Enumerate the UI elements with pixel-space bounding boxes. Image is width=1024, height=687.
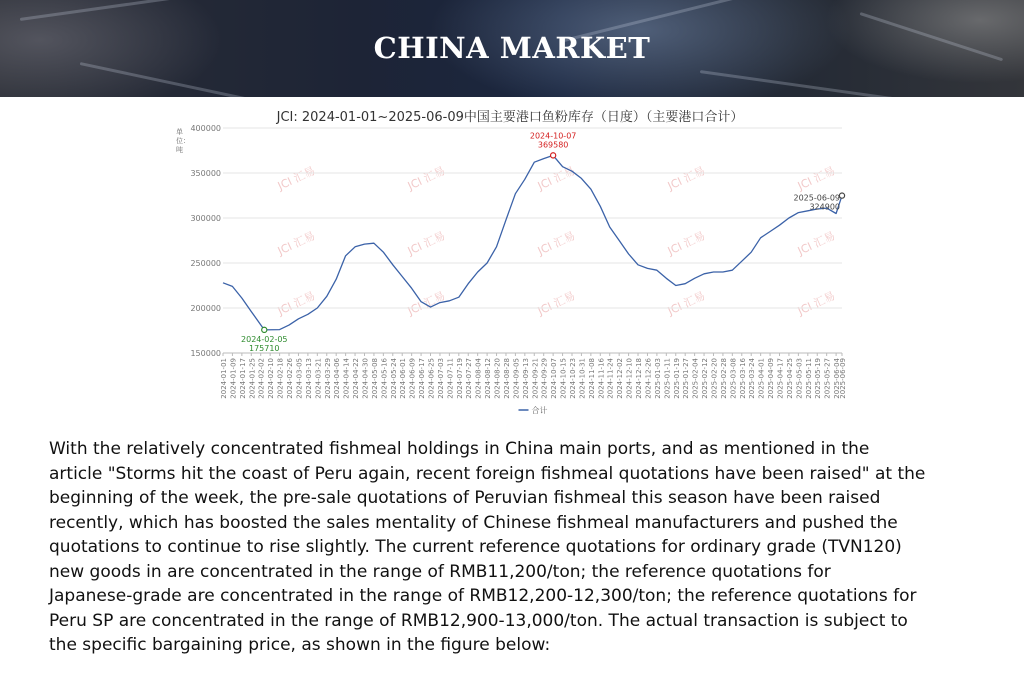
x-tick-label: 2025-03-08 (729, 358, 738, 399)
x-tick-label: 2024-01-09 (229, 358, 238, 399)
x-tick-label: 2024-02-10 (267, 358, 276, 399)
page-title: CHINA MARKET (373, 31, 651, 65)
x-tick-label: 2024-09-29 (540, 358, 549, 399)
x-tick-label: 2025-05-11 (804, 358, 813, 399)
article-body (49, 437, 999, 658)
y-tick-label: 350000 (190, 169, 221, 178)
body-line: Peru SP are concentrated in the range of RMB12,900-13,000/ton. The actual transaction is subject to (49, 610, 908, 631)
body-line: beginning of the week, the pre-sale quotations of Peruvian fishmeal this season have been raised (49, 488, 881, 508)
y-tick-label: 250000 (190, 259, 221, 268)
x-tick-label: 2024-03-29 (323, 358, 332, 399)
inventory-chart (160, 100, 860, 422)
x-tick-label: 2024-06-17 (418, 358, 427, 399)
annotation-date: 2024-02-05 (241, 334, 288, 344)
watermark-text: JCI 汇易 (795, 229, 838, 258)
x-tick-label: 2024-07-19 (455, 358, 464, 399)
x-tick-label: 2024-04-30 (361, 358, 370, 399)
annotation-marker (839, 193, 844, 198)
y-tick-label: 400000 (190, 124, 221, 133)
x-tick-label: 2024-02-26 (286, 358, 295, 399)
x-tick-label: 2024-06-25 (427, 358, 436, 399)
watermark-text: JCI 汇易 (665, 164, 708, 193)
x-tick-label: 2024-09-13 (521, 358, 530, 399)
x-tick-label: 2024-11-16 (597, 358, 606, 399)
x-tick-label: 2025-01-11 (663, 358, 672, 399)
x-tick-label: 2024-07-11 (446, 358, 455, 399)
x-tick-label: 2024-09-21 (531, 358, 540, 399)
x-tick-label: 2024-07-27 (465, 358, 474, 399)
x-tick-label: 2025-02-04 (691, 358, 700, 399)
x-tick-label: 2025-05-19 (814, 358, 823, 399)
body-line: With the relatively concentrated fishmeal holdings in China main ports, and as mentioned in the (49, 439, 870, 459)
x-tick-label: 2025-04-09 (767, 358, 776, 399)
x-tick-label: 2024-02-02 (257, 358, 266, 399)
watermark-text: JCI 汇易 (405, 164, 448, 193)
x-tick-label: 2025-01-19 (672, 358, 681, 399)
x-tick-label: 2025-02-12 (701, 358, 710, 399)
x-tick-label: 2025-05-03 (795, 358, 804, 399)
body-line: recently, which has boosted the sales mentality of Chinese fishmeal manufacturers and pushed the (49, 512, 898, 533)
x-tick-label: 2025-05-27 (823, 358, 832, 399)
watermark-text: JCI 汇易 (665, 229, 708, 258)
x-tick-label: 2024-08-12 (484, 358, 493, 399)
body-line: Japanese-grade are concentrated in the range of RMB12,200-12,300/ton; the reference quotations for (49, 586, 917, 606)
x-tick-label: 2024-12-10 (625, 358, 634, 399)
x-tick-label: 2025-03-24 (748, 358, 757, 399)
y-tick-label: 300000 (190, 214, 221, 223)
y-axis-label: 单位：吨 (176, 128, 190, 154)
annotation-value: 175710 (248, 343, 280, 353)
x-tick-label: 2024-02-18 (276, 358, 285, 399)
x-tick-label: 2024-10-07 (550, 358, 559, 399)
body-line: the specific bargaining price, as shown in the figure below: (49, 635, 551, 655)
x-tick-label: 2025-04-25 (785, 358, 794, 399)
watermark-text: JCI 汇易 (275, 164, 318, 193)
body-line: quotations to continue to rise slightly. The current reference quotations for ordinary grade (TVN120) (49, 537, 902, 557)
body-line: new goods in are concentrated in the range of RMB11,200/ton; the reference quotations for (49, 561, 831, 582)
body-line: article "Storms hit the coast of Peru again, recent foreign fishmeal quotations have been raised" at the (49, 463, 926, 484)
y-tick-label: 200000 (190, 304, 221, 313)
annotation-value: 324900 (809, 202, 840, 212)
annotation-date: 2025-06-09 (793, 193, 840, 203)
x-tick-label: 2024-12-18 (635, 358, 644, 399)
chart-title: JCI: 2024-01-01~2025-06-09中国主要港口鱼粉库存（日度）（主要港口合计） (276, 110, 744, 125)
x-tick-label: 2025-01-03 (653, 358, 662, 399)
x-tick-label: 2025-01-27 (682, 358, 691, 399)
x-tick-label: 2024-12-02 (616, 358, 625, 399)
watermark-text: JCI 汇易 (275, 229, 318, 258)
x-tick-label: 2024-04-14 (342, 358, 351, 399)
watermark-text: JCI 汇易 (405, 289, 448, 318)
x-tick-label: 2025-02-28 (719, 358, 728, 399)
x-tick-label: 2024-01-25 (248, 358, 257, 399)
x-tick-label: 2025-04-17 (776, 358, 785, 399)
x-tick-label: 2025-06-04 (833, 358, 842, 399)
x-tick-label: 2024-05-16 (380, 358, 389, 399)
watermark-text: JCI 汇易 (665, 289, 708, 318)
x-tick-label: 2024-04-06 (333, 358, 342, 399)
watermark-text: JCI 汇易 (535, 164, 578, 193)
x-tick-label: 2024-07-03 (436, 358, 445, 399)
watermark-text: JCI 汇易 (535, 229, 578, 258)
watermark-text: JCI 汇易 (795, 289, 838, 318)
x-tick-label: 2025-04-01 (757, 358, 766, 399)
watermark-text: JCI 汇易 (275, 289, 318, 318)
x-tick-label: 2025-03-16 (738, 358, 747, 399)
series-line (223, 155, 842, 330)
x-tick-label: 2024-05-08 (370, 358, 379, 399)
x-tick-label: 2024-01-01 (220, 358, 228, 399)
x-tick-label: 2024-12-26 (644, 358, 653, 399)
annotation-value: 369580 (537, 140, 569, 150)
x-tick-label: 2024-08-28 (502, 358, 511, 399)
chart-svg (160, 100, 860, 422)
watermark-text: JCI 汇易 (535, 289, 578, 318)
x-tick-label: 2024-04-22 (352, 358, 361, 399)
x-tick-label: 2024-01-17 (238, 358, 247, 399)
x-tick-label: 2024-08-20 (493, 358, 502, 399)
x-tick-label: 2024-10-23 (568, 358, 577, 399)
x-tick-label: 2024-03-05 (295, 358, 304, 399)
annotation-marker (551, 153, 556, 158)
watermark-text: JCI 汇易 (795, 164, 838, 193)
annotation-marker (262, 327, 267, 332)
x-tick-label: 2024-09-05 (512, 358, 521, 399)
x-tick-label: 2024-06-01 (399, 358, 408, 399)
header-banner (0, 0, 1024, 97)
x-tick-label: 2024-03-13 (304, 358, 313, 399)
x-tick-label: 2025-06-09 (839, 358, 847, 399)
x-tick-label: 2024-05-24 (389, 358, 398, 399)
x-tick-label: 2024-06-09 (408, 358, 417, 399)
annotation-date: 2024-10-07 (529, 131, 577, 141)
watermark-text: JCI 汇易 (405, 229, 448, 258)
x-tick-label: 2024-11-08 (587, 358, 596, 399)
x-tick-label: 2024-10-15 (559, 358, 568, 399)
legend-label: 合计 (531, 406, 548, 415)
x-tick-label: 2024-11-24 (606, 358, 615, 399)
x-tick-label: 2025-02-20 (710, 358, 719, 399)
x-tick-label: 2024-03-21 (314, 358, 323, 399)
x-tick-label: 2024-10-31 (578, 358, 587, 399)
y-tick-label: 150000 (190, 349, 221, 358)
x-tick-label: 2024-08-04 (474, 358, 483, 399)
